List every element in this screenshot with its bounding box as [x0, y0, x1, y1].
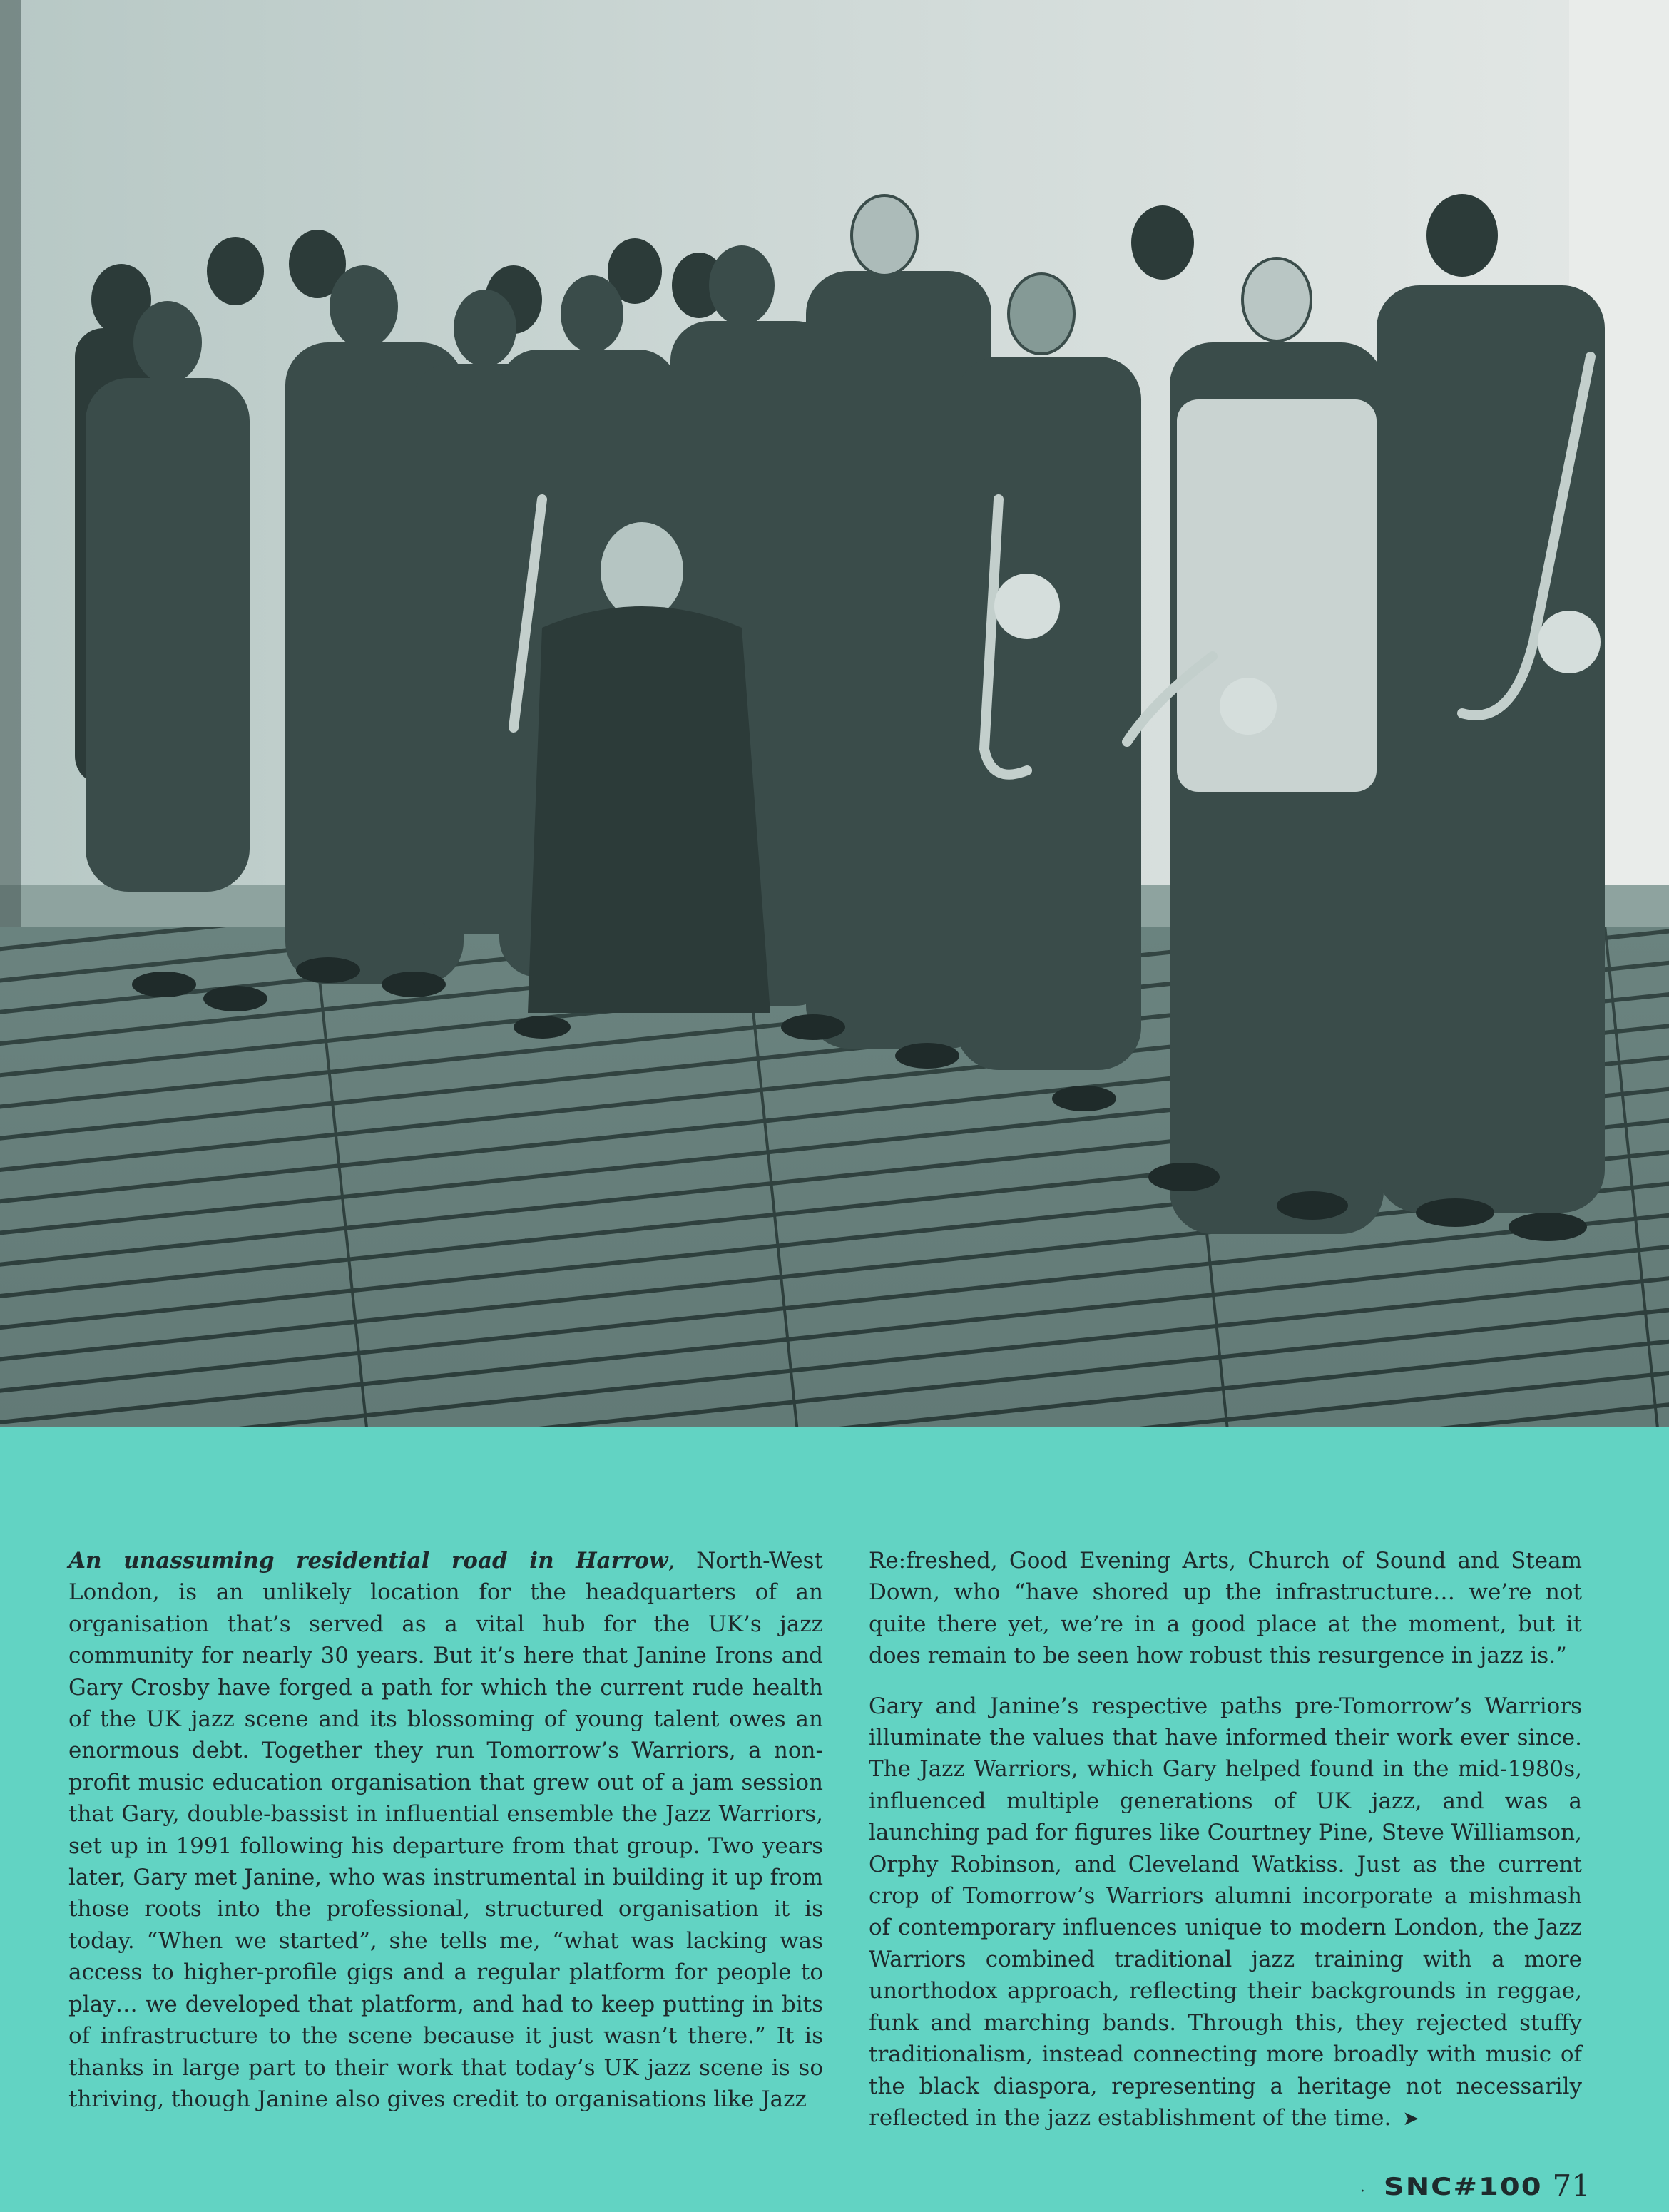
- article-paragraph-2: [869, 1691, 1582, 2135]
- article-column-right: [869, 1545, 1582, 2134]
- article-panel: [0, 1427, 1669, 2212]
- article-lead-in: An unassuming residential road in Harrow: [68, 1548, 668, 1574]
- article-paragraph-1-body: , North-West London, is an unlikely location for the headquarters of an organisation that’s served as a vital hub for the UK’s jazz community for nearly 30 years. But it’s here that Janine Irons and Gary Crosby have forged a path for which the current rude health of the UK jazz scene and its blossoming of young talent owes an enormous debt. Together they run Tomorrow’s Warriors, a non-profit music education organisation that grew out of a jam session that Gary, double-bassist in influential ensemble the Jazz Warriors, set up in 1991 following his departure from that group. Two years later, Gary met Janine, who was instrumental in building it up from those roots into the professional, structured organisation it is today. “When we started”, she tells me, “what was lacking was access to higher-profile gigs and a regular platform for people to play… we developed that platform, and had to keep putting in bits of infrastructure to the scene because it just wasn’t there.” It is thanks in large part to their work that today’s UK jazz scene is so thriving, though Janine also gives credit to organisations like Jazz: [68, 1548, 823, 2112]
- continue-arrow-icon: ➤: [1402, 2106, 1419, 2130]
- publication-logo: SNC#100: [1383, 2173, 1543, 2201]
- article-paragraph-2-body: Gary and Janine’s respective paths pre-Tomorrow’s Warriors illuminate the values that have informed their work ever since. The Jazz Warriors, which Gary helped found in the mid-1980s, influenced multiple generations of UK jazz, and was a launching pad for figures like Courtney Pine, Steve Williamson, Orphy Robinson, and Cleveland Watkiss. Just as the current crop of Tomorrow’s Warriors alumni incorporate a mishmash of contemporary influences unique to modern London, the Jazz Warriors combined traditional jazz training with a more unorthodox approach, reflecting their backgrounds in reggae, funk and marching bands. Through this, they rejected stuffy traditionalism, instead connecting more broadly with music of the black diaspora, representing a heritage not necessarily reflected in the jazz establishment of the time.: [869, 1693, 1582, 2131]
- page-number: 71: [1552, 2168, 1591, 2203]
- article-paragraph-1-continued: Re:freshed, Good Evening Arts, Church of Sound and Steam Down, who “have shored up the infrastructure… we’re not quite there yet, we’re in a good place at the moment, but it does remain to be seen how robust this resurgence in jazz is.”: [869, 1548, 1582, 1669]
- page-footer: [1360, 2168, 1591, 2203]
- footer-dot: ·: [1359, 2183, 1365, 2201]
- article-column-left: [68, 1545, 823, 2115]
- article-paragraph-1: [68, 1545, 823, 2115]
